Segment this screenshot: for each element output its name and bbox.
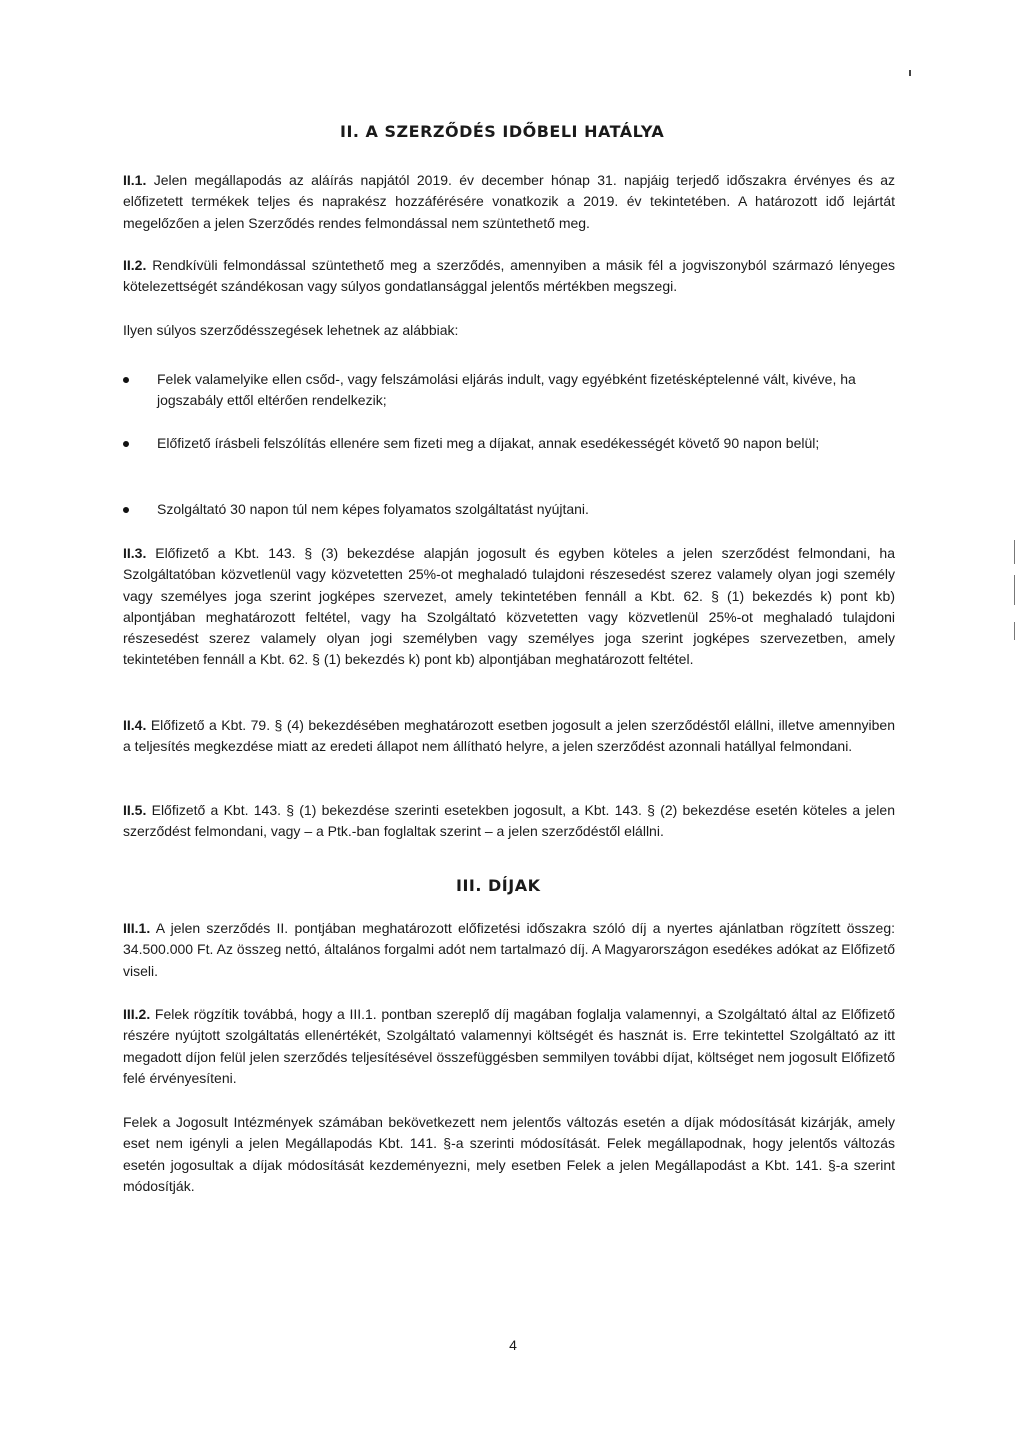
clause-ii-4 xyxy=(123,715,895,758)
clause-ii-2 xyxy=(123,255,895,298)
clause-ii-5 xyxy=(123,800,895,843)
clause-label: II.1. xyxy=(123,172,147,188)
list-item: Szolgáltató 30 napon túl nem képes folyamatos szolgáltatást nyújtani. xyxy=(157,499,895,520)
clause-ii-1 xyxy=(123,170,895,234)
clause-label: II.4. xyxy=(123,717,147,733)
clause-text: Rendkívüli felmondással szüntethető meg a szerződés, amennyiben a másik fél a jogviszonyból származó lényeges kötelezettségét szándékosan vagy súlyos gondatlansággal jelentős mértékben megszegi. xyxy=(123,257,895,295)
clause-label: II.5. xyxy=(123,802,147,818)
scan-margin-mark xyxy=(1014,622,1015,640)
section-ii-heading: II. A SZERZŐDÉS IDŐBELI HATÁLYA xyxy=(340,122,665,141)
clause-text: Előfizető a Kbt. 143. § (3) bekezdése alapján jogosult és egyben köteles a jelen szerződést felmondani, ha Szolgáltatóban közvetlenül vagy közvetetten 25%-ot meghaladó tulajdoni részesedést szerez valamely olyan jogi személy vagy személyes joga szerint jogképes szervezet, amely tekintetében fennáll a Kbt. 62. § (1) bekezdés k) pont kb) alpontjában meghatározott feltétel, vagy ha Szolgáltató közvetetten vagy közvetlenül 25%-ot meghaladó tulajdoni részesedést szerez valamely olyan jogi személyben vagy személyes joga szerint jogképes szervezetben, amely tekintetében fennáll a Kbt. 62. § (1) bekezdés k) pont kb) alpontjában meghatározott feltétel. xyxy=(123,545,895,668)
scan-speck xyxy=(909,70,911,76)
bullet-icon xyxy=(123,507,129,513)
clause-iii-1 xyxy=(123,918,895,982)
list-item: Felek valamelyike ellen csőd-, vagy felszámolási eljárás indult, vagy egyébként fizetésképtelenné vált, kivéve, ha jogszabály ettől eltérően rendelkezik; xyxy=(157,369,895,412)
clause-text: Felek rögzítik továbbá, hogy a III.1. pontban szereplő díj magában foglalja valamennyi, a Szolgáltató által az Előfizető részére nyújtott szolgáltatás ellenértékét, Szolgáltató valamennyi költségét és hasznát is. Erre tekintettel Szolgáltató az itt megadott díjon felül jelen szerződés teljesítésével összefüggésben semmilyen további díjat, költséget nem jogosult Előfizető felé érvényesíteni. xyxy=(123,1006,895,1086)
list-item: Előfizető írásbeli felszólítás ellenére sem fizeti meg a díjakat, annak esedékességét követő 90 napon belül; xyxy=(157,433,895,454)
page-number: 4 xyxy=(509,1337,517,1353)
clause-label: II.2. xyxy=(123,257,147,273)
clause-text: Jelen megállapodás az aláírás napjától 2019. év december hónap 31. napjáig terjedő időszakra érvényes és az előfizetett termékek teljes és naprakész hozzáférésére vonatkozik a 2019. év tekintetében. A határozott idő lejártát megelőzően a jelen Szerződés rendes felmondással nem szüntethető meg. xyxy=(123,172,895,231)
bullet-icon xyxy=(123,441,129,447)
clause-ii-3 xyxy=(123,543,895,671)
clause-text: Előfizető a Kbt. 79. § (4) bekezdésében meghatározott esetben jogosult a jelen szerződéstől elállni, illetve amennyiben a teljesítés megkezdése miatt az eredeti állapot nem állítható helyre, a jelen szerződést azonnali hatállyal felmondani. xyxy=(123,717,895,755)
clause-label: III.1. xyxy=(123,920,151,936)
clause-text: Előfizető a Kbt. 143. § (1) bekezdése szerinti esetekben jogosult, a Kbt. 143. § (2) bekezdése esetén köteles a jelen szerződést felmondani, vagy – a Ptk.-ban foglaltak szerint – a jelen szerződéstől elállni. xyxy=(123,802,895,840)
section-iii-heading: III. DÍJAK xyxy=(456,876,541,895)
clause-iii-2 xyxy=(123,1004,895,1089)
clause-label: III.2. xyxy=(123,1006,151,1022)
bullet-icon xyxy=(123,377,129,383)
clause-text: A jelen szerződés II. pontjában meghatározott előfizetési időszakra szóló díj a nyertes ajánlatban rögzített összeg: 34.500.000 Ft. Az összeg nettó, általános forgalmi adót nem tartalmazó díj. A Magyarországon esedékes adókat az Előfizető viseli. xyxy=(123,920,895,979)
clause-iii-3: Felek a Jogosult Intézmények számában bekövetkezett nem jelentős változás esetén a díjak módosítását kizárják, amely eset nem igényli a jelen Megállapodás Kbt. 141. §-a szerinti módosítását. Felek megállapodnak, hogy jelentős változás esetén jogosultak a díjak módosítását kezdeményezni, mely esetben Felek a jelen Megállapodást a Kbt. 141. §-a szerint módosítják. xyxy=(123,1114,895,1194)
clause-label: II.3. xyxy=(123,545,147,561)
scan-margin-mark xyxy=(1014,540,1015,564)
scan-margin-mark xyxy=(1014,575,1015,605)
list-intro: Ilyen súlyos szerződésszegések lehetnek az alábbiak: xyxy=(123,322,459,338)
